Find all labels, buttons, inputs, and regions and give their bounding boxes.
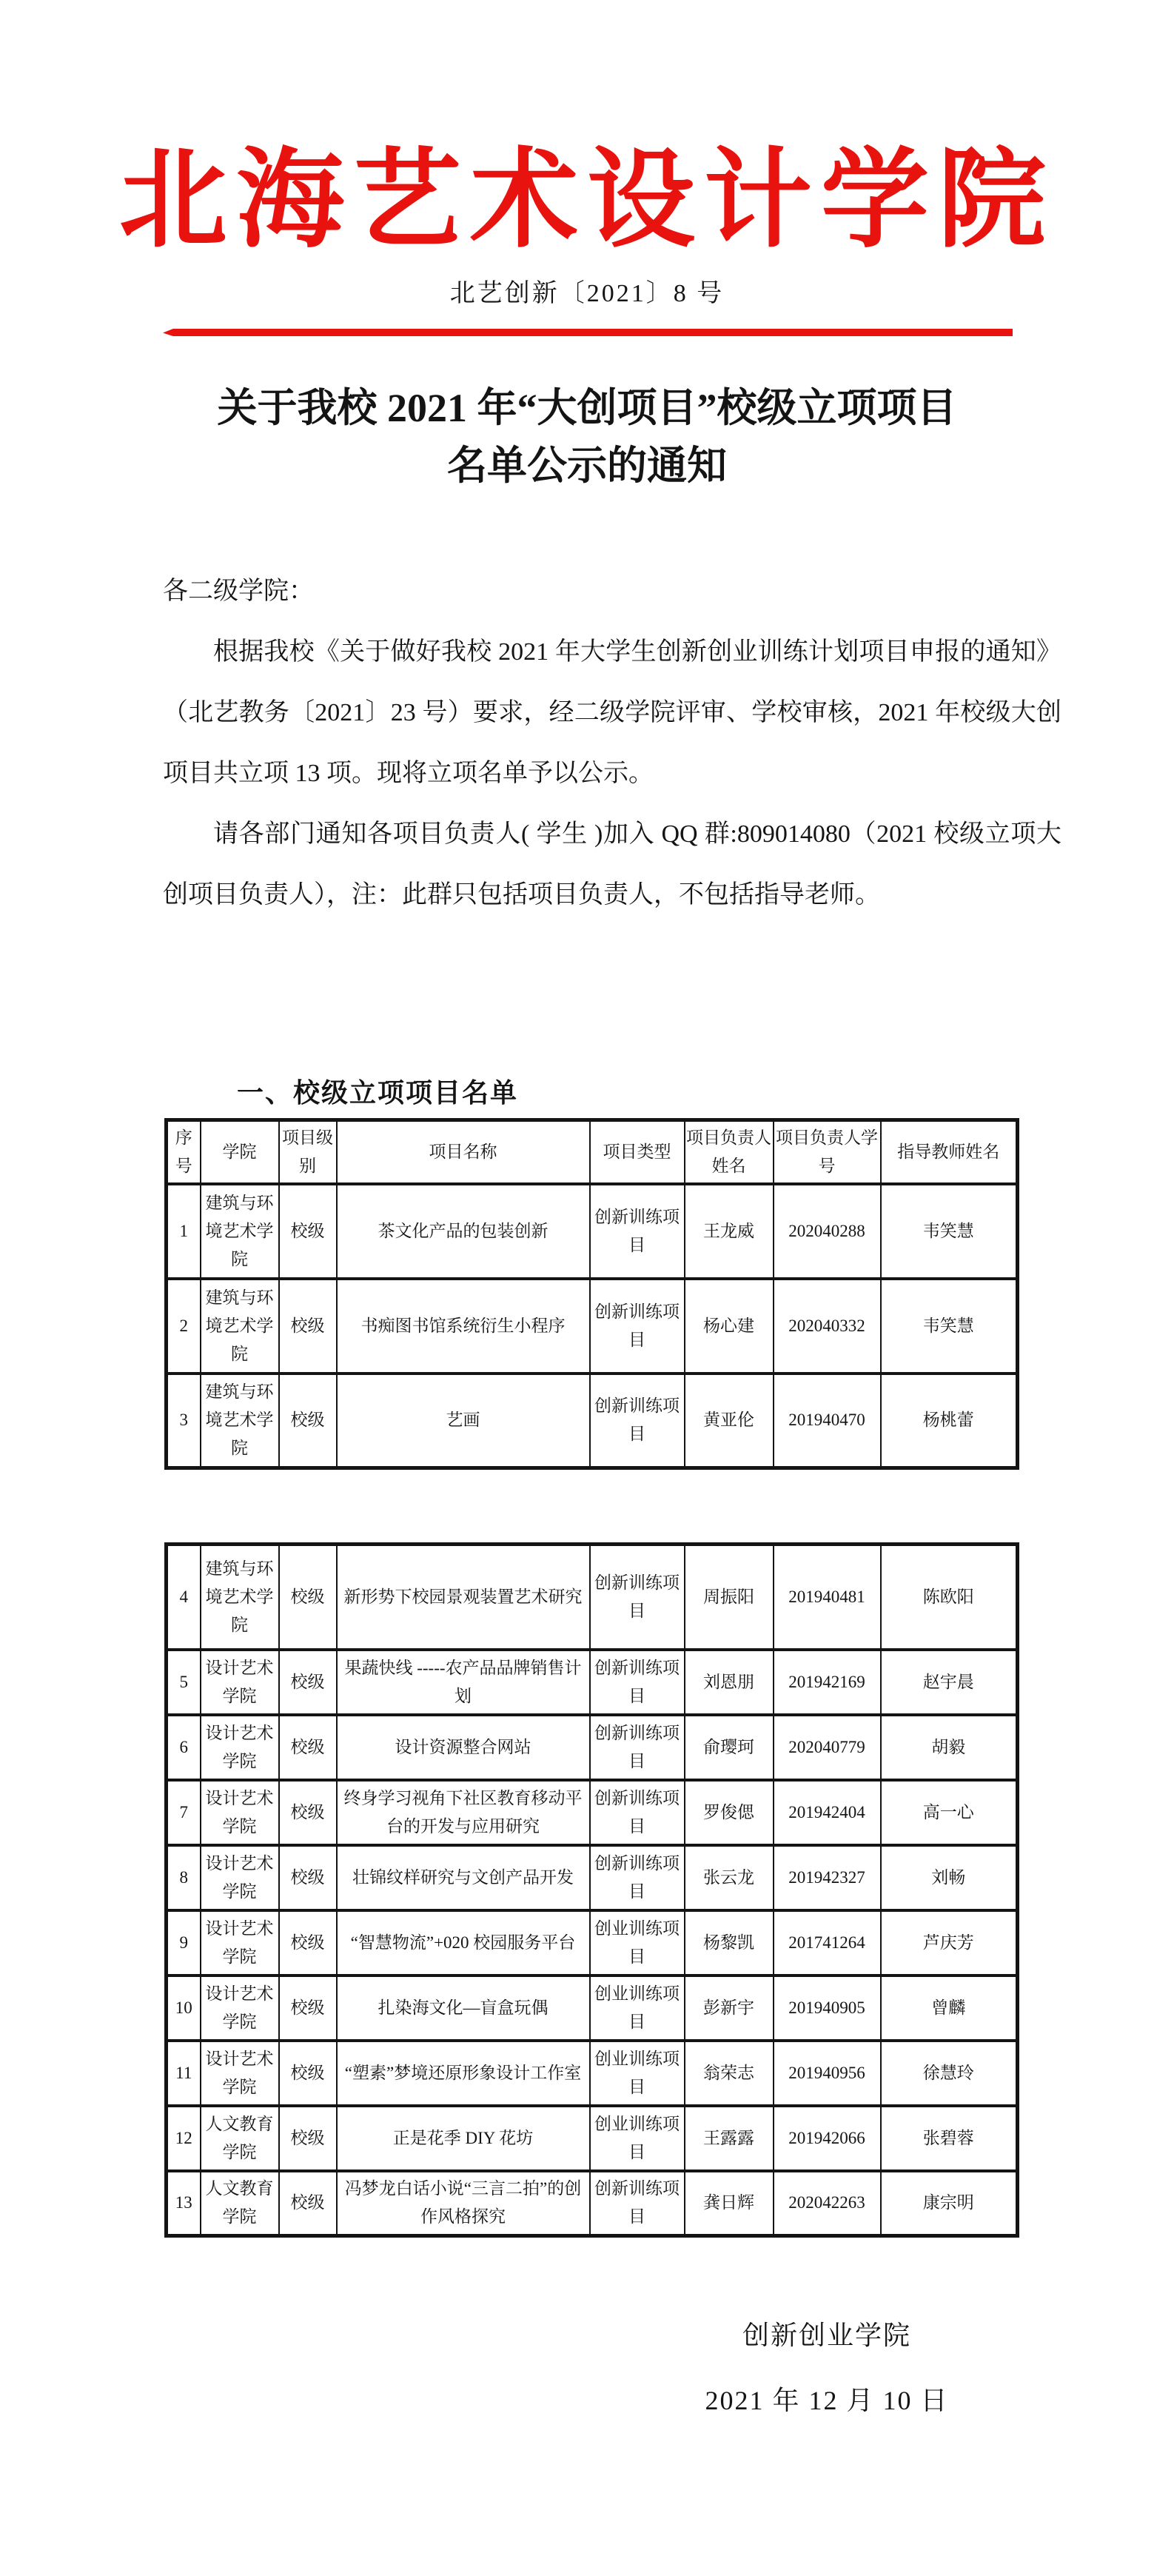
table-cell: 果蔬快线 -----农产品品牌销售计划 <box>337 1650 590 1715</box>
table-cell: 创新训练项目 <box>590 1650 685 1715</box>
salutation: 各二级学院： <box>163 578 314 605</box>
table-cell: 设计艺术学院 <box>201 1976 279 2041</box>
table-cell: 建筑与环境艺术学院 <box>201 1545 279 1650</box>
table-cell: 11 <box>167 2041 201 2106</box>
header-cell: 学院 <box>201 1120 279 1184</box>
table-cell: 周振阳 <box>685 1545 774 1650</box>
project-table-header <box>167 1120 1018 1184</box>
table-cell: 书痴图书馆系统衍生小程序 <box>337 1279 590 1374</box>
table-cell: 201942327 <box>774 1845 881 1910</box>
table-cell: 201741264 <box>774 1910 881 1976</box>
table-cell: 设计艺术学院 <box>201 1715 279 1780</box>
table-cell: 终身学习视角下社区教育移动平台的开发与应用研究 <box>337 1780 590 1845</box>
table-cell: 校级 <box>279 1184 337 1279</box>
table-cell: 201942066 <box>774 2106 881 2171</box>
table-cell: 201942169 <box>774 1650 881 1715</box>
table-cell: 杨黎凯 <box>685 1910 774 1976</box>
table-cell: 张云龙 <box>685 1845 774 1910</box>
table-cell: 康宗明 <box>881 2171 1018 2236</box>
table-cell: 校级 <box>279 1910 337 1976</box>
table-cell: 创新训练项目 <box>590 1279 685 1374</box>
paragraph-1: 根据我校《关于做好我校 2021 年大学生创新创业训练计划项目申报的通知》（北艺教务〔2021〕23 号）要求，经二级学院评审、学校审核，2021 年校级大创项目共立项 13 项。现将立项名单予以公示。 <box>163 638 1061 787</box>
table-cell: 建筑与环境艺术学院 <box>201 1184 279 1279</box>
header-cell: 项目类型 <box>590 1120 685 1184</box>
table-cell: 创新训练项目 <box>590 2171 685 2236</box>
table-cell: 创新训练项目 <box>590 1845 685 1910</box>
table-row <box>167 1910 1018 1976</box>
table-row <box>167 1650 1018 1715</box>
header-cell: 项目负责人姓名 <box>685 1120 774 1184</box>
header-cell: 项目名称 <box>337 1120 590 1184</box>
table-cell: 设计艺术学院 <box>201 1780 279 1845</box>
table-cell: 创业训练项目 <box>590 2106 685 2171</box>
header-cell: 项目负责人学号 <box>774 1120 881 1184</box>
table-cell: 校级 <box>279 1845 337 1910</box>
table-cell: 创新训练项目 <box>590 1184 685 1279</box>
table-row <box>167 2171 1018 2236</box>
table-cell: 艺画 <box>337 1374 590 1468</box>
table-cell: 杨桃蕾 <box>881 1374 1018 1468</box>
table-cell: 设计艺术学院 <box>201 1910 279 1976</box>
table-cell: 韦笑慧 <box>881 1184 1018 1279</box>
notice-body <box>163 561 1061 926</box>
table-cell: 龚日辉 <box>685 2171 774 2236</box>
table-cell: 创新训练项目 <box>590 1545 685 1650</box>
section-heading: 一、校级立项项目名单 <box>237 1078 519 1108</box>
table-cell: 202040779 <box>774 1715 881 1780</box>
table-row <box>167 1374 1018 1468</box>
table-row <box>167 1184 1018 1279</box>
table-cell: 202042263 <box>774 2171 881 2236</box>
table-cell: 5 <box>167 1650 201 1715</box>
table-cell: 校级 <box>279 1279 337 1374</box>
table-cell: 彭新宇 <box>685 1976 774 2041</box>
table-row <box>167 2106 1018 2171</box>
table-cell: 俞璎珂 <box>685 1715 774 1780</box>
table-cell: 4 <box>167 1545 201 1650</box>
paragraph-2: 请各部门通知各项目负责人( 学生 )加入 QQ 群:809014080（2021 校级立项大创项目负责人），注：此群只包括项目负责人，不包括指导老师。 <box>163 820 1061 909</box>
table-cell: 校级 <box>279 1780 337 1845</box>
table-cell: 创新训练项目 <box>590 1780 685 1845</box>
project-table-1 <box>164 1118 1019 1470</box>
table-cell: 创新训练项目 <box>590 1374 685 1468</box>
header-cell: 项目级别 <box>279 1120 337 1184</box>
table-cell: 正是花季 DIY 花坊 <box>337 2106 590 2171</box>
table-cell: 9 <box>167 1910 201 1976</box>
table-cell: 人文教育学院 <box>201 2171 279 2236</box>
table-cell: 芦庆芳 <box>881 1910 1018 1976</box>
table-cell: 6 <box>167 1715 201 1780</box>
table-row <box>167 1780 1018 1845</box>
table-cell: 校级 <box>279 1650 337 1715</box>
table-cell: 创业训练项目 <box>590 1976 685 2041</box>
notice-title-line-1: 关于我校 2021 年“大创项目”校级立项项目 <box>217 386 957 430</box>
table-cell: 黄亚伦 <box>685 1374 774 1468</box>
table-row <box>167 1715 1018 1780</box>
table-cell: 8 <box>167 1845 201 1910</box>
table-cell: 壮锦纹样研究与文创产品开发 <box>337 1845 590 1910</box>
table-cell: 杨心建 <box>685 1279 774 1374</box>
table-cell: 校级 <box>279 2171 337 2236</box>
notice-title <box>0 379 1174 495</box>
table-cell: 扎染海文化—盲盒玩偶 <box>337 1976 590 2041</box>
table-row <box>167 1279 1018 1374</box>
table-cell: 12 <box>167 2106 201 2171</box>
table-cell: 校级 <box>279 1374 337 1468</box>
table-cell: 赵宇晨 <box>881 1650 1018 1715</box>
table-cell: 韦笑慧 <box>881 1279 1018 1374</box>
table-cell: 创业训练项目 <box>590 1910 685 1976</box>
signature: 创新创业学院 <box>742 2321 911 2350</box>
table-cell: 王龙威 <box>685 1184 774 1279</box>
table-cell: 校级 <box>279 2106 337 2171</box>
table-cell: 刘恩朋 <box>685 1650 774 1715</box>
table-cell: 设计艺术学院 <box>201 1650 279 1715</box>
table-cell: 翁荣志 <box>685 2041 774 2106</box>
table-cell: 茶文化产品的包装创新 <box>337 1184 590 1279</box>
table-row <box>167 1845 1018 1910</box>
table-cell: 201940905 <box>774 1976 881 2041</box>
table-cell: 7 <box>167 1780 201 1845</box>
red-divider <box>163 329 1013 336</box>
table-cell: 胡毅 <box>881 1715 1018 1780</box>
table-cell: 3 <box>167 1374 201 1468</box>
school-name-header: 北海艺术设计学院 <box>119 141 1055 261</box>
table-cell: 202040288 <box>774 1184 881 1279</box>
table-cell: 创新训练项目 <box>590 1715 685 1780</box>
header-cell: 序号 <box>167 1120 201 1184</box>
table-cell: 设计艺术学院 <box>201 1845 279 1910</box>
table-cell: 校级 <box>279 1976 337 2041</box>
document-number: 北艺创新〔2021〕8 号 <box>449 280 725 307</box>
table-cell: 罗俊偲 <box>685 1780 774 1845</box>
header-cell: 指导教师姓名 <box>881 1120 1018 1184</box>
table-cell: 冯梦龙白话小说“三言二拍”的创作风格探究 <box>337 2171 590 2236</box>
table-cell: 校级 <box>279 1715 337 1780</box>
table-cell: 202040332 <box>774 1279 881 1374</box>
table-cell: 201940470 <box>774 1374 881 1468</box>
table-cell: 新形势下校园景观装置艺术研究 <box>337 1545 590 1650</box>
table-cell: 陈欧阳 <box>881 1545 1018 1650</box>
table-cell: 1 <box>167 1184 201 1279</box>
table-cell: 10 <box>167 1976 201 2041</box>
notice-title-line-2: 名单公示的通知 <box>447 444 727 489</box>
table-cell: 徐慧玲 <box>881 2041 1018 2106</box>
table-cell: 201942404 <box>774 1780 881 1845</box>
table-cell: 张碧蓉 <box>881 2106 1018 2171</box>
table-cell: 201940481 <box>774 1545 881 1650</box>
table-cell: 13 <box>167 2171 201 2236</box>
table-cell: 设计资源整合网站 <box>337 1715 590 1780</box>
table-cell: “智慧物流”+020 校园服务平台 <box>337 1910 590 1976</box>
table-cell: 2 <box>167 1279 201 1374</box>
table-cell: 校级 <box>279 2041 337 2106</box>
table-cell: 校级 <box>279 1545 337 1650</box>
project-table-2 <box>164 1542 1019 2238</box>
table-cell: 刘畅 <box>881 1845 1018 1910</box>
date: 2021 年 12 月 10 日 <box>705 2386 949 2415</box>
table-row <box>167 1545 1018 1650</box>
table-cell: “塑素”梦境还原形象设计工作室 <box>337 2041 590 2106</box>
table-cell: 高一心 <box>881 1780 1018 1845</box>
table-cell: 设计艺术学院 <box>201 2041 279 2106</box>
table-cell: 建筑与环境艺术学院 <box>201 1374 279 1468</box>
table-cell: 王露露 <box>685 2106 774 2171</box>
table-header-row <box>167 1120 1018 1184</box>
table-row <box>167 2041 1018 2106</box>
table-cell: 曾麟 <box>881 1976 1018 2041</box>
table-cell: 建筑与环境艺术学院 <box>201 1279 279 1374</box>
table-row <box>167 1976 1018 2041</box>
table-cell: 人文教育学院 <box>201 2106 279 2171</box>
table-cell: 创业训练项目 <box>590 2041 685 2106</box>
table-cell: 201940956 <box>774 2041 881 2106</box>
